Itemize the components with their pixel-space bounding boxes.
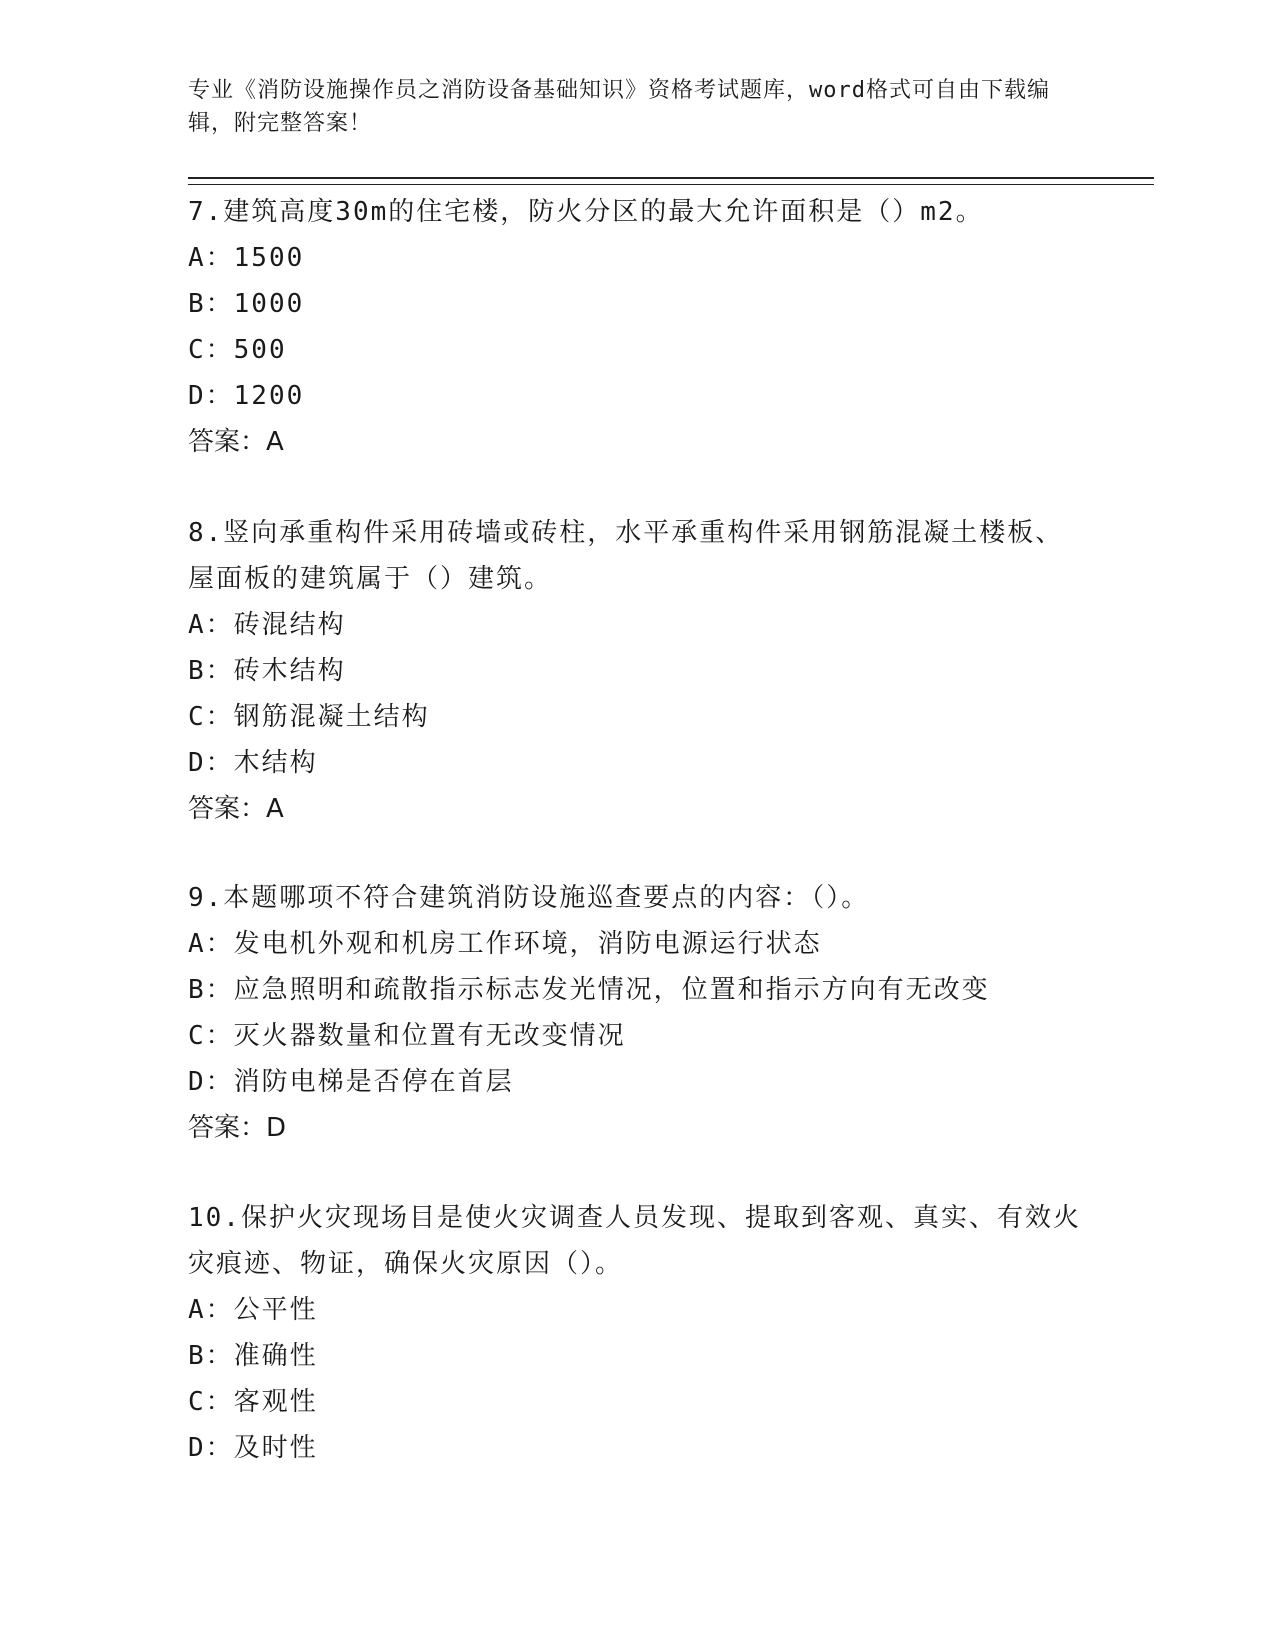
question-stem: 8.竖向承重构件采用砖墙或砖柱，水平承重构件采用钢筋混凝土楼板、屋面板的建筑属于（）建筑。 xyxy=(188,518,1064,594)
header-divider xyxy=(188,177,1154,185)
option-a: A：发电机外观和机房工作环境，消防电源运行状态 xyxy=(188,929,822,959)
option-b: B：砖木结构 xyxy=(188,656,346,686)
option-c: C：500 xyxy=(188,335,287,365)
option-a: A：1500 xyxy=(188,243,305,273)
question-stem: 7.建筑高度30m的住宅楼，防火分区的最大允许面积是（）m2。 xyxy=(188,197,984,227)
question-stem: 10.保护火灾现场目是使火灾调查人员发现、提取到客观、真实、有效火灾痕迹、物证，确保火灾原因（）。 xyxy=(188,1203,1081,1279)
option-d: D：及时性 xyxy=(188,1433,318,1463)
option-d: D：木结构 xyxy=(188,748,318,778)
option-c: C：客观性 xyxy=(188,1387,318,1417)
answer: 答案：D xyxy=(188,1113,287,1143)
option-d: D：1200 xyxy=(188,381,305,411)
answer: 答案：A xyxy=(188,794,284,824)
question-10 xyxy=(188,1195,1088,1471)
document-header: 专业《消防设施操作员之消防设备基础知识》资格考试题库，word格式可自由下载编辑，附完整答案！ xyxy=(188,78,1050,136)
question-7 xyxy=(188,189,1088,465)
option-c: C：钢筋混凝土结构 xyxy=(188,702,430,732)
option-d: D：消防电梯是否停在首层 xyxy=(188,1067,514,1097)
question-stem: 9.本题哪项不符合建筑消防设施巡查要点的内容：（）。 xyxy=(188,883,870,913)
option-a: A：砖混结构 xyxy=(188,610,346,640)
option-b: B：准确性 xyxy=(188,1341,318,1371)
option-a: A：公平性 xyxy=(188,1295,318,1325)
question-9 xyxy=(188,875,1088,1151)
option-c: C：灭火器数量和位置有无改变情况 xyxy=(188,1021,626,1051)
question-8 xyxy=(188,510,1088,832)
option-b: B：1000 xyxy=(188,289,305,319)
option-b: B：应急照明和疏散指示标志发光情况，位置和指示方向有无改变 xyxy=(188,975,990,1005)
answer: 答案：A xyxy=(188,427,284,457)
